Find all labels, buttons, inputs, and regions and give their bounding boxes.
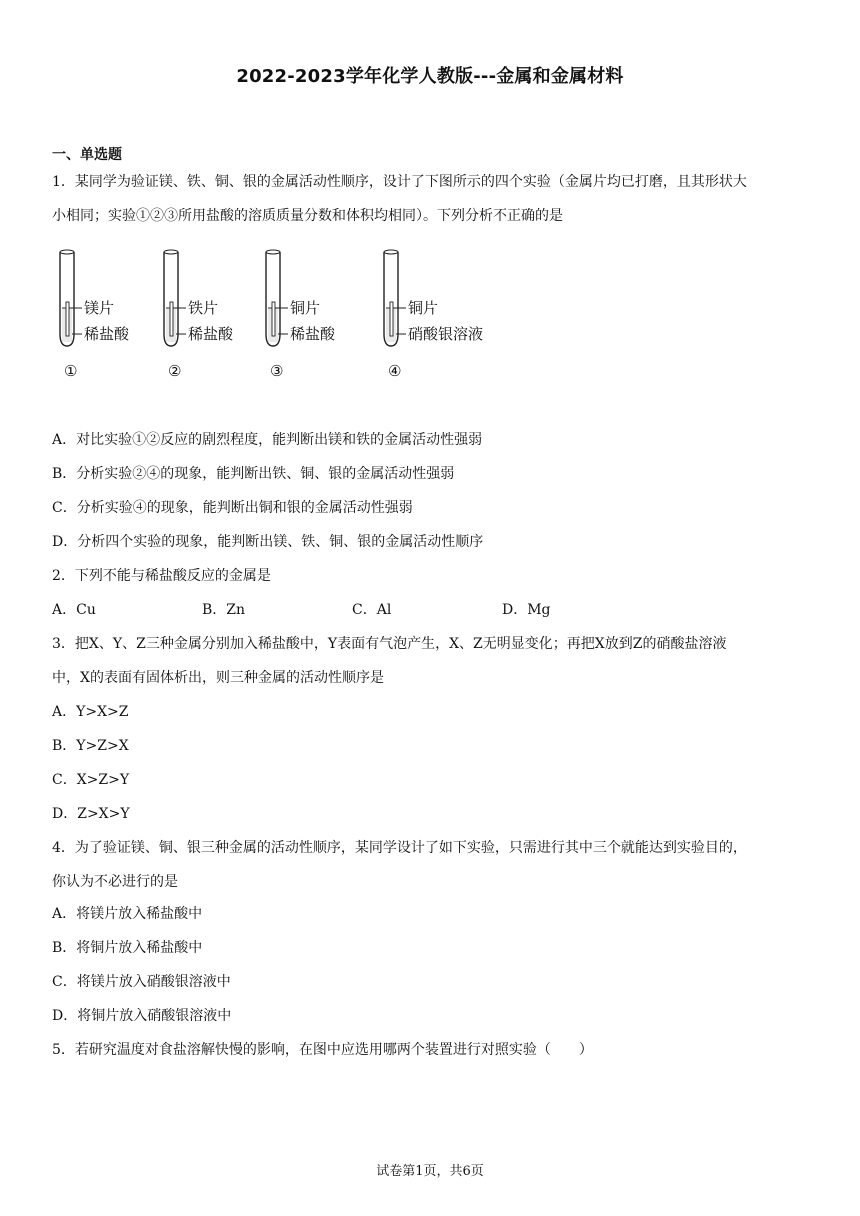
tube-3-number: ③ xyxy=(270,362,284,380)
tube-3-metal-label: 铜片 xyxy=(290,299,321,317)
tube-1-number: ① xyxy=(64,362,78,380)
q2-option-c[interactable]: C．Al xyxy=(352,602,392,618)
q3-option-d[interactable]: D．Z>X>Y xyxy=(52,806,130,822)
tube-1-metal-label: 镁片 xyxy=(84,299,115,317)
q2-options-row xyxy=(52,600,652,620)
q1-stem-line2: 小相同；实验①②③所用盐酸的溶质质量分数和体积均相同）。下列分析不正确的是 xyxy=(52,208,563,224)
tube-4-number: ④ xyxy=(388,362,402,380)
q4-option-c[interactable]: C．将镁片放入硝酸银溶液中 xyxy=(52,974,231,990)
q3-stem-line2: 中，X的表面有固体析出，则三种金属的活动性顺序是 xyxy=(52,670,384,686)
q4-stem-line1: 4．为了验证镁、铜、银三种金属的活动性顺序，某同学设计了如下实验，只需进行其中三个就能达到实验目的， xyxy=(52,840,747,856)
q3-option-b[interactable]: B．Y>Z>X xyxy=(52,738,129,754)
tube-3-solution-label: 稀盐酸 xyxy=(290,325,336,343)
tube-4-solution-label: 硝酸银溶液 xyxy=(408,325,484,343)
tube-1-solution-label: 稀盐酸 xyxy=(84,325,130,343)
q1-test-tube-figure xyxy=(52,246,532,386)
q1-option-d[interactable]: D．分析四个实验的现象，能判断出镁、铁、铜、银的金属活动性顺序 xyxy=(52,534,484,550)
test-tube-3 xyxy=(266,250,336,380)
q1-stem-line1: 1．某同学为验证镁、铁、铜、银的金属活动性顺序，设计了下图所示的四个实验（金属片均已打磨，且其形状大 xyxy=(52,174,747,190)
q3-option-a[interactable]: A．Y>X>Z xyxy=(52,704,129,720)
q4-option-b[interactable]: B．将铜片放入稀盐酸中 xyxy=(52,940,203,956)
q3-stem-line1: 3．把X、Y、Z三种金属分别加入稀盐酸中，Y表面有气泡产生，X、Z无明显变化；再把X放到Z的硝酸盐溶液 xyxy=(52,636,727,652)
q4-option-a[interactable]: A．将镁片放入稀盐酸中 xyxy=(52,906,203,922)
test-tube-2 xyxy=(164,250,234,380)
test-tube-4 xyxy=(384,250,483,380)
q2-option-a[interactable]: A．Cu xyxy=(52,602,96,618)
q4-option-d[interactable]: D．将铜片放入硝酸银溶液中 xyxy=(52,1008,232,1024)
page-title: 2022-2023学年化学人教版---金属和金属材料 xyxy=(236,66,624,87)
section-heading: 一、单选题 xyxy=(52,147,122,163)
tube-2-solution-label: 稀盐酸 xyxy=(188,325,234,343)
tube-4-metal-label: 铜片 xyxy=(408,299,439,317)
q1-option-b[interactable]: B．分析实验②④的现象，能判断出铁、铜、银的金属活动性强弱 xyxy=(52,466,455,482)
q4-stem-line2: 你认为不必进行的是 xyxy=(52,874,178,890)
q2-option-b[interactable]: B．Zn xyxy=(202,602,246,618)
q3-option-c[interactable]: C．X>Z>Y xyxy=(52,772,130,788)
q2-stem: 2．下列不能与稀盐酸反应的金属是 xyxy=(52,568,271,584)
q1-option-a[interactable]: A．对比实验①②反应的剧烈程度，能判断出镁和铁的金属活动性强弱 xyxy=(52,432,483,448)
tube-2-metal-label: 铁片 xyxy=(188,299,219,317)
page-footer: 试卷第1页，共6页 xyxy=(376,1164,484,1179)
test-tube-1 xyxy=(60,250,130,380)
q1-option-c[interactable]: C．分析实验④的现象，能判断出铜和银的金属活动性强弱 xyxy=(52,500,413,516)
tube-2-number: ② xyxy=(168,362,182,380)
q5-stem: 5．若研究温度对食盐溶解快慢的影响，在图中应选用哪两个装置进行对照实验（ ） xyxy=(52,1042,593,1058)
q2-option-d[interactable]: D．Mg xyxy=(502,602,551,618)
